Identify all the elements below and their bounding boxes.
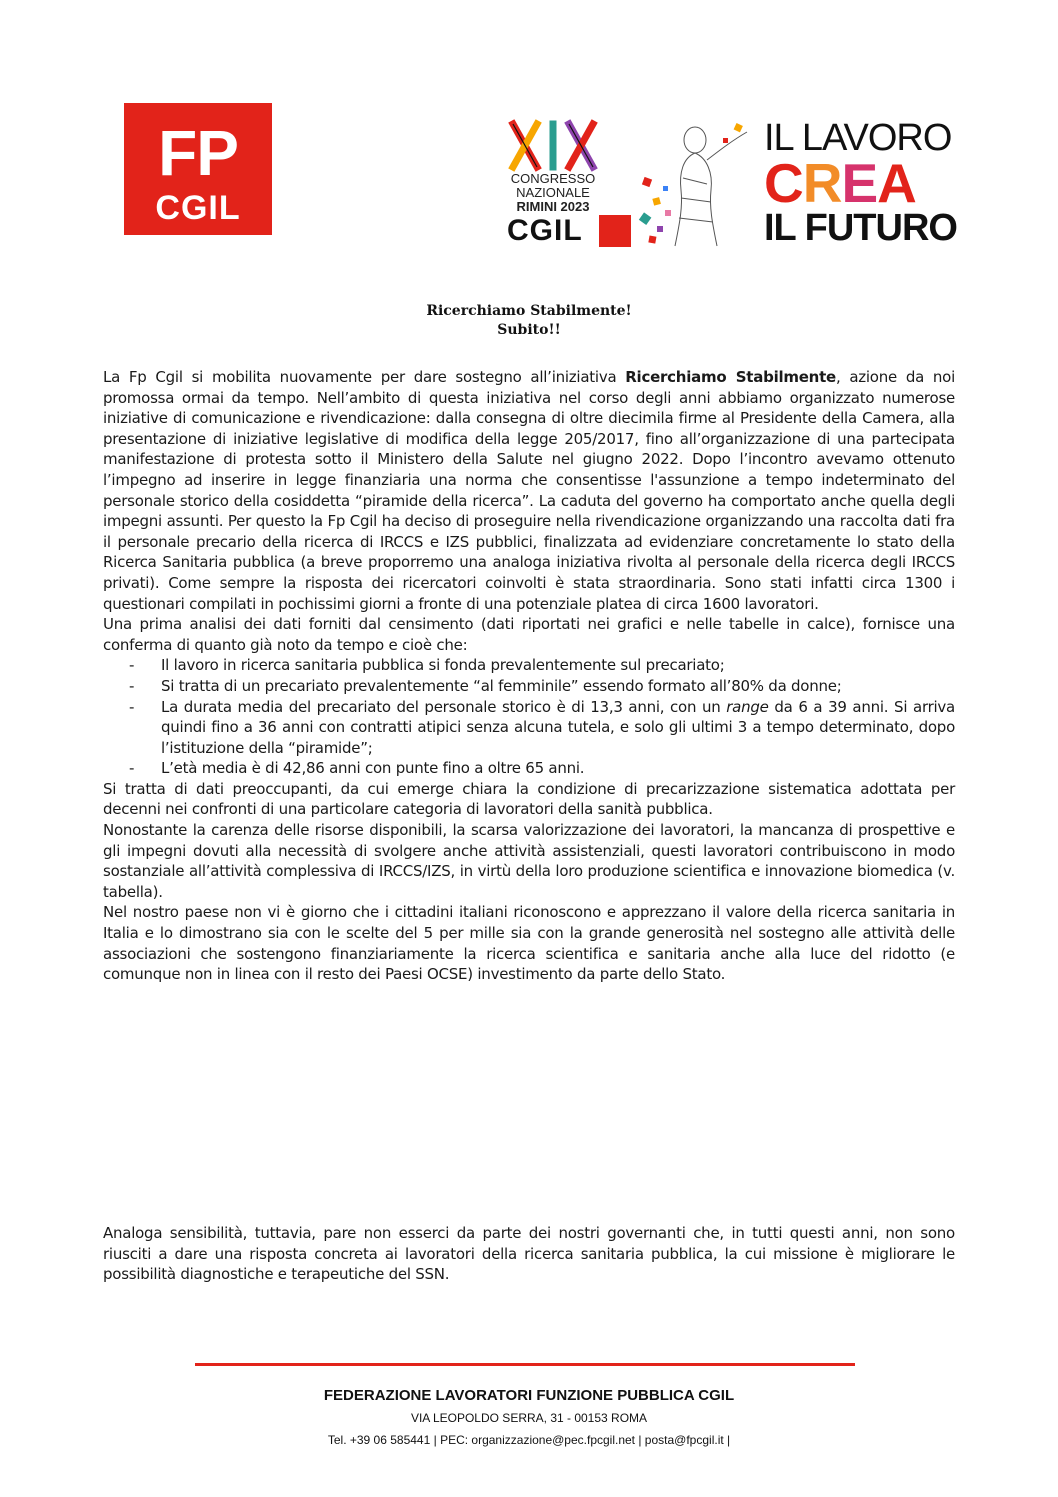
footer-address: VIA LEOPOLDO SERRA, 31 - 00153 ROMA bbox=[410, 1411, 648, 1425]
xix-numeral-graphic bbox=[507, 118, 599, 173]
fp-cgil-logo bbox=[124, 103, 272, 235]
paragraph-2: Una prima analisi dei dati forniti dal censimento (dati riportati nei grafici e nelle tabelle in calce), fornisce una conferma di quanto già noto da tempo e cioè che: bbox=[103, 615, 955, 654]
list-item-text: L’età media è di 42,86 anni con punte fino a oltre 65 anni. bbox=[161, 759, 585, 778]
list-item-text: Il lavoro in ricerca sanitaria pubblica si fonda prevalentemente sul precariato; bbox=[161, 656, 725, 675]
initiative-name: Ricerchiamo Stabilmente bbox=[625, 368, 836, 386]
paragraph-1-start: La Fp Cgil si mobilita nuovamente per dare sostegno all’iniziativa bbox=[103, 368, 626, 386]
slogan-line-1: IL LAVORO bbox=[764, 117, 952, 159]
document-subtitle: Subito!! bbox=[497, 322, 561, 338]
list-item-text: Si tratta di un precariato prevalentemente “al femminile” essendo formato all’80% da donne; bbox=[161, 676, 842, 695]
list-dash: - bbox=[129, 656, 135, 675]
list-dash: - bbox=[129, 676, 135, 695]
list-item bbox=[103, 676, 955, 697]
list-dash: - bbox=[129, 759, 135, 778]
findings-list bbox=[103, 655, 955, 779]
paragraph-1-rest: , azione da noi promossa ormai da tempo. Nell’ambito di questa iniziativa nel corso degli anni abbiamo organizzato numerose iniziative di comunicazione e rivendicazione: dalla consegna di oltre diecimila firme al Presidente della Camera, alla presentazione di iniziative legislative di modifica della legge 205/2017, fino all’organizzazione di una partecipata manifestazione di protesta sotto il Ministero della Salute nel giugno 2022. Dopo l’incontro avevamo ottenuto l’impegno ad inserire in legge finanziaria una norma che consentisse l'assunzione a tempo indeterminato del personale storico della cosiddetta “piramide della ricerca”. La caduta del governo ha comportato anche quella degli impegni assunti. Per questo la Fp Cgil ha deciso di proseguire nella rivendicazione organizzando una raccolta dati fra il personale precario della ricerca di IRCCS e IZS pubblici, finalizzata ad evidenziare concretamente lo stato della Ricerca Sanitaria pubblica (a breve proporremo una analoga iniziativa rivolta al personale della ricerca degli IRCCS privati). Come sempre la risposta dei ricercatori coinvolti è stata straordinaria. Sono stati infatti circa 1300 i questionari compilati in pochissimi giorni a fronte di una potenziale platea di circa 1600 lavoratori. bbox=[103, 368, 955, 613]
list-item-italic: range bbox=[726, 697, 769, 716]
paragraph-5: Nel nostro paese non vi è giorno che i cittadini italiani riconoscono e apprezzano il valore della ricerca sanitaria in Italia e lo dimostrano sia con le scelte del 5 per mille sia con la grande generosità nel sostegno alle attività delle associazioni che sostengono finanziariamente la ricerca scientifica e sanitaria anche alla luce del ridotto (e comunque non in linea con il resto dei Paesi OCSE) investimento da parte dello Stato. bbox=[103, 903, 955, 984]
paragraph-1 bbox=[103, 367, 955, 614]
list-item bbox=[103, 655, 955, 676]
footer-divider bbox=[195, 1363, 855, 1366]
slogan-line-3: IL FUTURO bbox=[764, 207, 957, 249]
list-item-text-end: da 6 a 39 anni. Si arriva quindi fino a 36 anni con contratti atipici senza alcuna tutela, e solo gli ultimi 3 a tempo determinato, dopo l’istituzione della “piramide”; bbox=[161, 697, 956, 757]
document-title: Ricerchiamo Stabilmente! bbox=[426, 303, 632, 319]
congress-red-square bbox=[599, 215, 631, 247]
logo-cgil-text: CGIL bbox=[155, 189, 241, 227]
paragraph-4: Nonostante la carenza delle risorse disponibili, la scarsa valorizzazione dei lavoratori, la mancanza di prospettive e gli impegni dovuti alla necessità di svolgere anche attività assistenziali, questi lavoratori contribuiscono in modo sostanziale all’attività complessiva di IRCCS/IZS, in virtù della loro produzione scientifica e innovazione biomedica (v. tabella). bbox=[103, 821, 955, 901]
congress-line-2: NAZIONALE bbox=[516, 185, 590, 200]
congress-cgil-wordmark: CGIL bbox=[507, 214, 583, 247]
list-item-text-start: La durata media del precariato del personale storico è di 13,3 anni, con un bbox=[161, 697, 727, 716]
paragraph-6: Analoga sensibilità, tuttavia, pare non esserci da parte dei nostri governanti che, in tutti questi anni, non sono riusciti a dare una risposta concreta ai lavoratori della ricerca sanitaria pubblica, la cui missione è migliorare le possibilità diagnostiche e terapeutiche del SSN. bbox=[103, 1224, 955, 1284]
logo-fp-text: FP bbox=[158, 117, 238, 189]
document-body bbox=[103, 367, 955, 985]
list-dash: - bbox=[129, 697, 135, 716]
statue-illustration bbox=[635, 118, 755, 248]
congress-logo bbox=[507, 118, 957, 248]
list-item bbox=[103, 758, 955, 779]
slogan-line-2: CREA bbox=[764, 152, 916, 214]
closing-section bbox=[103, 1223, 955, 1285]
congress-line-1: CONGRESSO bbox=[510, 171, 596, 186]
footer-organization: FEDERAZIONE LAVORATORI FUNZIONE PUBBLICA CGIL bbox=[323, 1387, 735, 1404]
congress-line-3: RIMINI 2023 bbox=[516, 199, 590, 214]
footer-contacts: Tel. +39 06 585441 | PEC: organizzazione@pec.fpcgil.net | posta@fpcgil.it | bbox=[327, 1433, 731, 1447]
paragraph-3: Si tratta di dati preoccupanti, da cui emerge chiara la condizione di precarizzazione sistematica adottata per decenni nei confronti di una particolare categoria di lavoratori della sanità pubblica. bbox=[103, 779, 955, 819]
slogan-block bbox=[756, 118, 961, 248]
list-item bbox=[103, 697, 955, 759]
